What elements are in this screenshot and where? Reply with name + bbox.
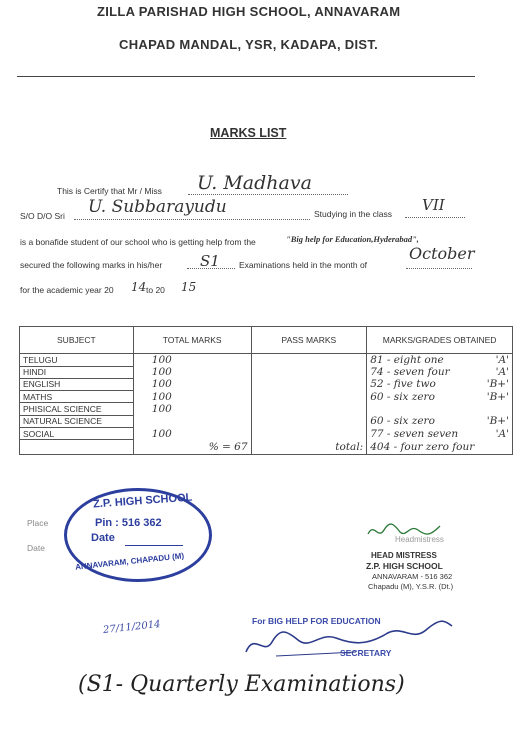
table-row xyxy=(20,366,513,378)
grade-value: 'B+' xyxy=(486,415,509,428)
school-name: ZILLA PARISHAD HIGH SCHOOL, ANNAVARAM xyxy=(97,4,401,19)
table-row xyxy=(20,391,513,403)
pass-cell xyxy=(251,391,367,403)
doc-title: MARKS LIST xyxy=(210,126,287,140)
school-address: CHAPAD MANDAL, YSR, KADAPA, DIST. xyxy=(119,37,379,52)
place-label: Place xyxy=(27,518,49,528)
program-name: "Big help for Education,Hyderabad", xyxy=(286,234,419,244)
subject-cell: ENGLISH xyxy=(20,378,134,390)
totals-row xyxy=(20,440,513,455)
subject-cell: PHISICAL SCIENCE xyxy=(20,403,134,415)
percentage-value: % = 67 xyxy=(133,440,251,455)
secretary-org: For BIG HELP FOR EDUCATION xyxy=(252,616,381,626)
father-name: U. Subbarayudu xyxy=(88,197,227,217)
obtained-cell xyxy=(367,378,513,390)
pass-cell xyxy=(251,354,367,367)
obtained-value: 77 - seven seven xyxy=(370,427,459,440)
issue-date: 27/11/2014 xyxy=(102,619,162,636)
so-label: S/O D/O Sri xyxy=(20,211,65,221)
grade-value: 'B+' xyxy=(486,378,509,391)
obtained-cell xyxy=(367,415,513,427)
student-name: U. Madhava xyxy=(197,172,312,194)
obtained-value: 60 - six zero xyxy=(370,390,435,403)
stamp-pin: Pin : 516 362 xyxy=(95,517,162,529)
father-dotline xyxy=(74,219,310,220)
pass-cell xyxy=(251,403,367,415)
table-row xyxy=(20,403,513,415)
year-to: 15 xyxy=(181,280,197,294)
total-cell: 100 xyxy=(133,403,251,415)
year-to-label: to 20 xyxy=(146,285,165,295)
obtained-cell xyxy=(367,403,513,415)
hm-school: Z.P. HIGH SCHOOL xyxy=(366,561,443,571)
bonafide-text: is a bonafide student of our school who is getting help from the xyxy=(20,237,256,247)
exam-number: S1 xyxy=(200,252,220,270)
name-dotline xyxy=(188,194,348,195)
hm-place: ANNAVARAM - 516 362 xyxy=(372,572,453,581)
total-obtained: 404 - four zero four xyxy=(367,440,513,455)
footer-note: (S1- Quarterly Examinations) xyxy=(78,672,405,697)
grade-value: 'A' xyxy=(495,354,509,366)
stamp-date-line xyxy=(125,545,183,546)
obtained-value: 60 - six zero xyxy=(370,415,435,428)
header-subject: SUBJECT xyxy=(20,327,134,354)
exam-month: October xyxy=(409,244,475,263)
header-total-marks: TOTAL MARKS xyxy=(133,327,251,354)
month-dotline xyxy=(406,268,472,269)
academic-year-label: for the academic year 20 xyxy=(20,285,114,295)
subject-cell: TELUGU xyxy=(20,354,134,367)
grade-value: 'A' xyxy=(495,427,509,440)
table-row xyxy=(20,378,513,390)
studying-label: Studying in the class xyxy=(314,209,392,219)
certify-label: This is Certify that Mr / Miss xyxy=(57,186,162,196)
school-stamp xyxy=(64,488,212,582)
table-row xyxy=(20,354,513,367)
grade-value: 'A' xyxy=(495,366,509,379)
headmistress-caption: Headmistress xyxy=(395,535,444,544)
secretary-title: SECRETARY xyxy=(340,648,392,658)
subject-cell: NATURAL SCIENCE xyxy=(20,415,134,427)
class-value: VII xyxy=(422,196,445,214)
pass-cell xyxy=(251,415,367,427)
subject-cell: HINDI xyxy=(20,366,134,378)
date-label: Date xyxy=(27,543,45,553)
header-rule xyxy=(17,76,475,77)
total-cell: 100 xyxy=(133,427,251,439)
obtained-value: 74 - seven four xyxy=(370,366,450,379)
table-row xyxy=(20,427,513,439)
total-cell: 100 xyxy=(133,354,251,367)
obtained-cell xyxy=(367,354,513,367)
total-label: total: xyxy=(251,440,367,455)
header-pass-marks: PASS MARKS xyxy=(251,327,367,354)
year-from: 14 xyxy=(131,280,147,294)
exams-held-label: Examinations held in the month of xyxy=(239,260,368,270)
pass-cell xyxy=(251,366,367,378)
stamp-top-text: Z.P. HIGH SCHOOL xyxy=(92,491,193,511)
pass-cell xyxy=(251,378,367,390)
class-dotline xyxy=(405,217,465,218)
grade-value: 'B+' xyxy=(486,390,509,403)
obtained-cell xyxy=(367,391,513,403)
obtained-cell xyxy=(367,366,513,378)
total-cell: 100 xyxy=(133,378,251,390)
total-cell: 100 xyxy=(133,391,251,403)
obtained-value: 52 - five two xyxy=(370,378,436,391)
hm-district: Chapadu (M), Y.S.R. (Dt.) xyxy=(368,582,454,591)
stamp-date-label: Date xyxy=(91,532,115,544)
obtained-cell xyxy=(367,427,513,439)
obtained-value: 81 - eight one xyxy=(370,354,444,366)
pass-cell xyxy=(251,427,367,439)
table-row xyxy=(20,415,513,427)
header-grades-obtained: MARKS/GRADES OBTAINED xyxy=(367,327,513,354)
total-cell xyxy=(133,415,251,427)
secured-label: secured the following marks in his/her xyxy=(20,260,163,270)
stamp-bottom-text: ANNAVARAM, CHAPADU (M) xyxy=(74,551,185,572)
subject-cell: SOCIAL xyxy=(20,427,134,439)
total-cell: 100 xyxy=(133,366,251,378)
hm-title: HEAD MISTRESS xyxy=(371,551,437,560)
subject-cell: MATHS xyxy=(20,391,134,403)
marks-table xyxy=(19,326,513,455)
